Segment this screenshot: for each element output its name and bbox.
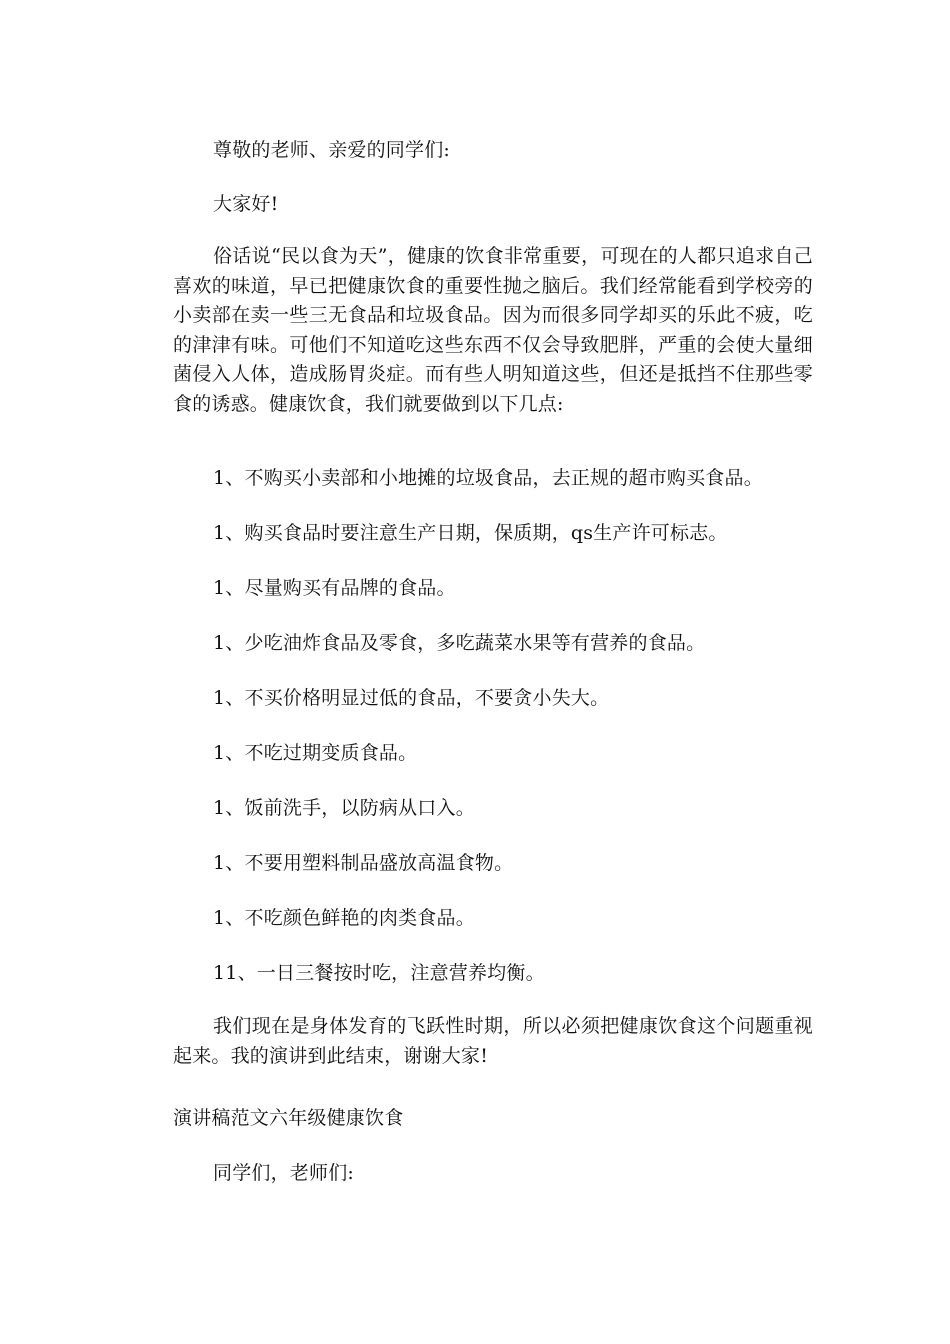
list-item: 1、饭前洗手，以防病从口入。 [213, 797, 475, 819]
list-item: 1、不吃过期变质食品。 [213, 742, 418, 764]
list-item: 1、不吃颜色鲜艳的肉类食品。 [213, 907, 475, 929]
intro-paragraph: 俗话说“民以食为天”，健康的饮食非常重要，可现在的人都只追求自己喜欢的味道，早已把健康饮食的重要性抛之脑后。我们经常能看到学校旁的小卖部在卖一些三无食品和垃圾食品。因为而很多同学却买的乐此不疲，吃的津津有味。可他们不知道吃这些东西不仅会导致肥胖，严重的会使大量细菌侵入人体，造成肠胃炎症。而有些人明知道这些，但还是抵挡不住那些零食的诱惑。健康饮食，我们就要做到以下几点: [173, 245, 813, 415]
list-item: 1、不要用塑料制品盛放高温食物。 [213, 852, 514, 874]
greeting: 大家好! [213, 193, 279, 215]
list-item: 1、不购买小卖部和小地摊的垃圾食品，去正规的超市购买食品。 [213, 467, 763, 489]
salutation: 尊敬的老师、亲爱的同学们: [213, 139, 451, 161]
list-item: 1、尽量购买有品牌的食品。 [213, 577, 456, 599]
list-item: 1、少吃油炸食品及零食，多吃蔬菜水果等有营养的食品。 [213, 632, 706, 654]
closing-paragraph: 我们现在是身体发育的飞跃性时期，所以必须把健康饮食这个问题重视起来。我的演讲到此结束，谢谢大家! [173, 1015, 813, 1067]
second-salutation: 同学们，老师们: [213, 1162, 355, 1184]
list-item: 1、不买价格明显过低的食品，不要贪小失大。 [213, 687, 610, 709]
list-item: 11、一日三餐按时吃，注意营养均衡。 [213, 962, 545, 984]
section-title: 演讲稿范文六年级健康饮食 [173, 1107, 404, 1129]
list-item: 1、购买食品时要注意生产日期，保质期，qs生产许可标志。 [213, 522, 728, 544]
